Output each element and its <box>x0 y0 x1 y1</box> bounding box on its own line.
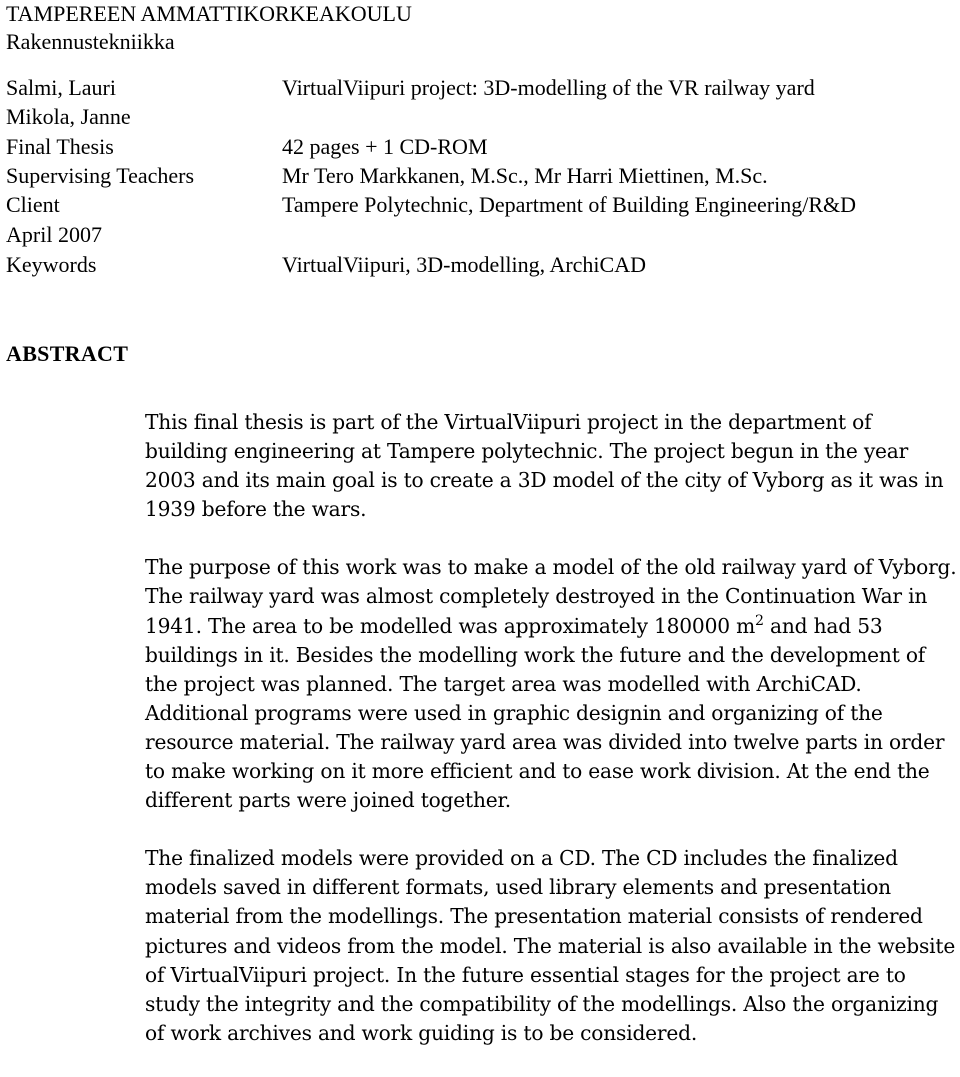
supervisors-label: Supervising Teachers <box>6 163 195 188</box>
client-label: Client <box>6 192 60 217</box>
abstract-heading: ABSTRACT <box>6 341 129 366</box>
area-unit-superscript: 2 <box>755 612 764 629</box>
author-label: Mikola, Janne <box>6 104 131 129</box>
keywords-label: Keywords <box>6 252 97 277</box>
client-value: Tampere Polytechnic, Department of Building Engineering/R&D <box>282 192 856 217</box>
thesis-title: VirtualViipuri project: 3D-modelling of the VR railway yard <box>282 75 815 100</box>
supervisors-value: Mr Tero Markkanen, M.Sc., Mr Harri Miettinen, M.Sc. <box>282 163 768 188</box>
page-count: 42 pages + 1 CD-ROM <box>282 134 488 159</box>
abstract-paragraph-3: The finalized models were provided on a CD. The CD includes the finalized models saved in different formats, used library elements and presentation material from the modellings. The presentation material consists of rendered pictures and videos from the model. The material is also available in the website of VirtualViipuri project. In the future essential stages for the project are to study the integrity and the compatibility of the modellings. Also the organizing of work archives and work guiding is to be considered. <box>145 846 956 1045</box>
keywords-value: VirtualViipuri, 3D-modelling, ArchiCAD <box>282 252 646 277</box>
abstract-paragraph-2 <box>145 553 957 815</box>
abstract-paragraph-1: This final thesis is part of the VirtualViipuri project in the department of building engineering at Tampere polytechnic. The project begun in the year 2003 and its main goal is to create a 3D model of the city of Vyborg as it was in 1939 before the wars. <box>145 410 944 522</box>
abstract-body <box>145 408 957 1077</box>
institution-header <box>6 0 412 56</box>
author-label: Salmi, Lauri <box>6 75 116 100</box>
abstract-paragraph-2-text-continued: and had 53 buildings in it. Besides the modelling work the future and the development of the project was planned. The target area was modelled with ArchiCAD. Additional programs were used in graphic designin and organizing of the resource material. The railway yard area was divided into twelve parts in order to make working on it more efficient and to ease work division. At the end the different parts were joined together. <box>145 613 945 813</box>
department-name: Rakennustekniikka <box>6 29 175 54</box>
thesis-type-label: Final Thesis <box>6 134 114 159</box>
abstract-paragraph-2-text: The purpose of this work was to make a model of the old railway yard of Vyborg. The railway yard was almost completely destroyed in the Continuation War in 1941. The area to be modelled was approximately 180000 m <box>145 555 957 638</box>
institution-name: TAMPEREEN AMMATTIKORKEAKOULU <box>6 1 412 26</box>
date-label: April 2007 <box>6 222 102 247</box>
